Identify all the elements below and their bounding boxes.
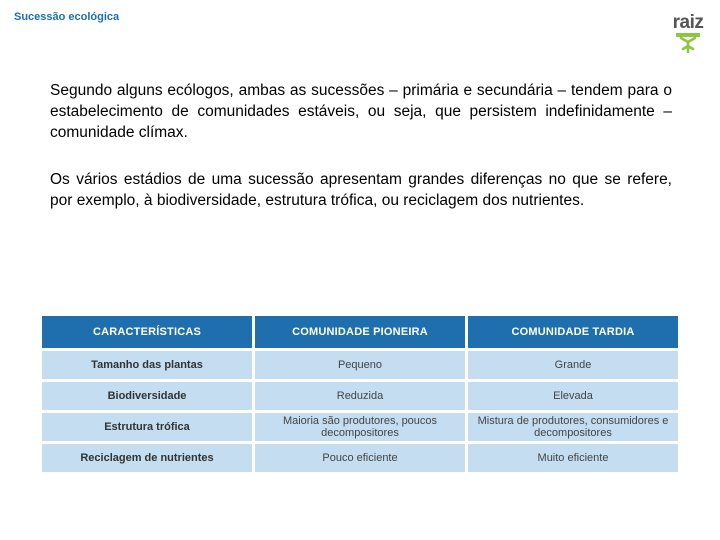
row-label: Biodiversidade (42, 382, 252, 410)
table-row (42, 444, 678, 472)
page-title: Sucessão ecológica (14, 11, 120, 23)
row-label: Tamanho das plantas (42, 351, 252, 379)
table-row (42, 382, 678, 410)
header-characteristics: CARACTERÍSTICAS (42, 316, 252, 348)
raiz-logo (670, 14, 706, 54)
intro-paragraph: Segundo alguns ecólogos, ambas as sucessões – primária e secundária – tendem para o estabelecimento de comunidades estáveis, ou seja, que persistem indefinidamente – comunidade clímax. (50, 82, 672, 141)
pioneer-value: Maioria são produtores, poucos decompositores (255, 413, 465, 441)
row-label: Estrutura trófica (42, 413, 252, 441)
table-row (42, 351, 678, 379)
late-value: Muito eficiente (468, 444, 678, 472)
sprout-logo-icon (676, 33, 700, 53)
row-label: Reciclagem de nutrientes (42, 444, 252, 472)
pioneer-value: Reduzida (255, 382, 465, 410)
logo-text: raiz (672, 12, 704, 33)
stages-paragraph: Os vários estádios de uma sucessão apresentam grandes diferenças no que se refere, por exemplo, à biodiversidade, estrutura trófica, ou reciclagem dos nutrientes. (50, 171, 672, 209)
header-late-community: COMUNIDADE TARDIA (468, 316, 678, 348)
late-value: Grande (468, 351, 678, 379)
pioneer-value: Pouco eficiente (255, 444, 465, 472)
table-row (42, 413, 678, 441)
late-value: Mistura de produtores, consumidores e decompositores (468, 413, 678, 441)
succession-comparison-table (39, 313, 681, 475)
table-header-row (42, 316, 678, 348)
late-value: Elevada (468, 382, 678, 410)
header-pioneer-community: COMUNIDADE PIONEIRA (255, 316, 465, 348)
pioneer-value: Pequeno (255, 351, 465, 379)
